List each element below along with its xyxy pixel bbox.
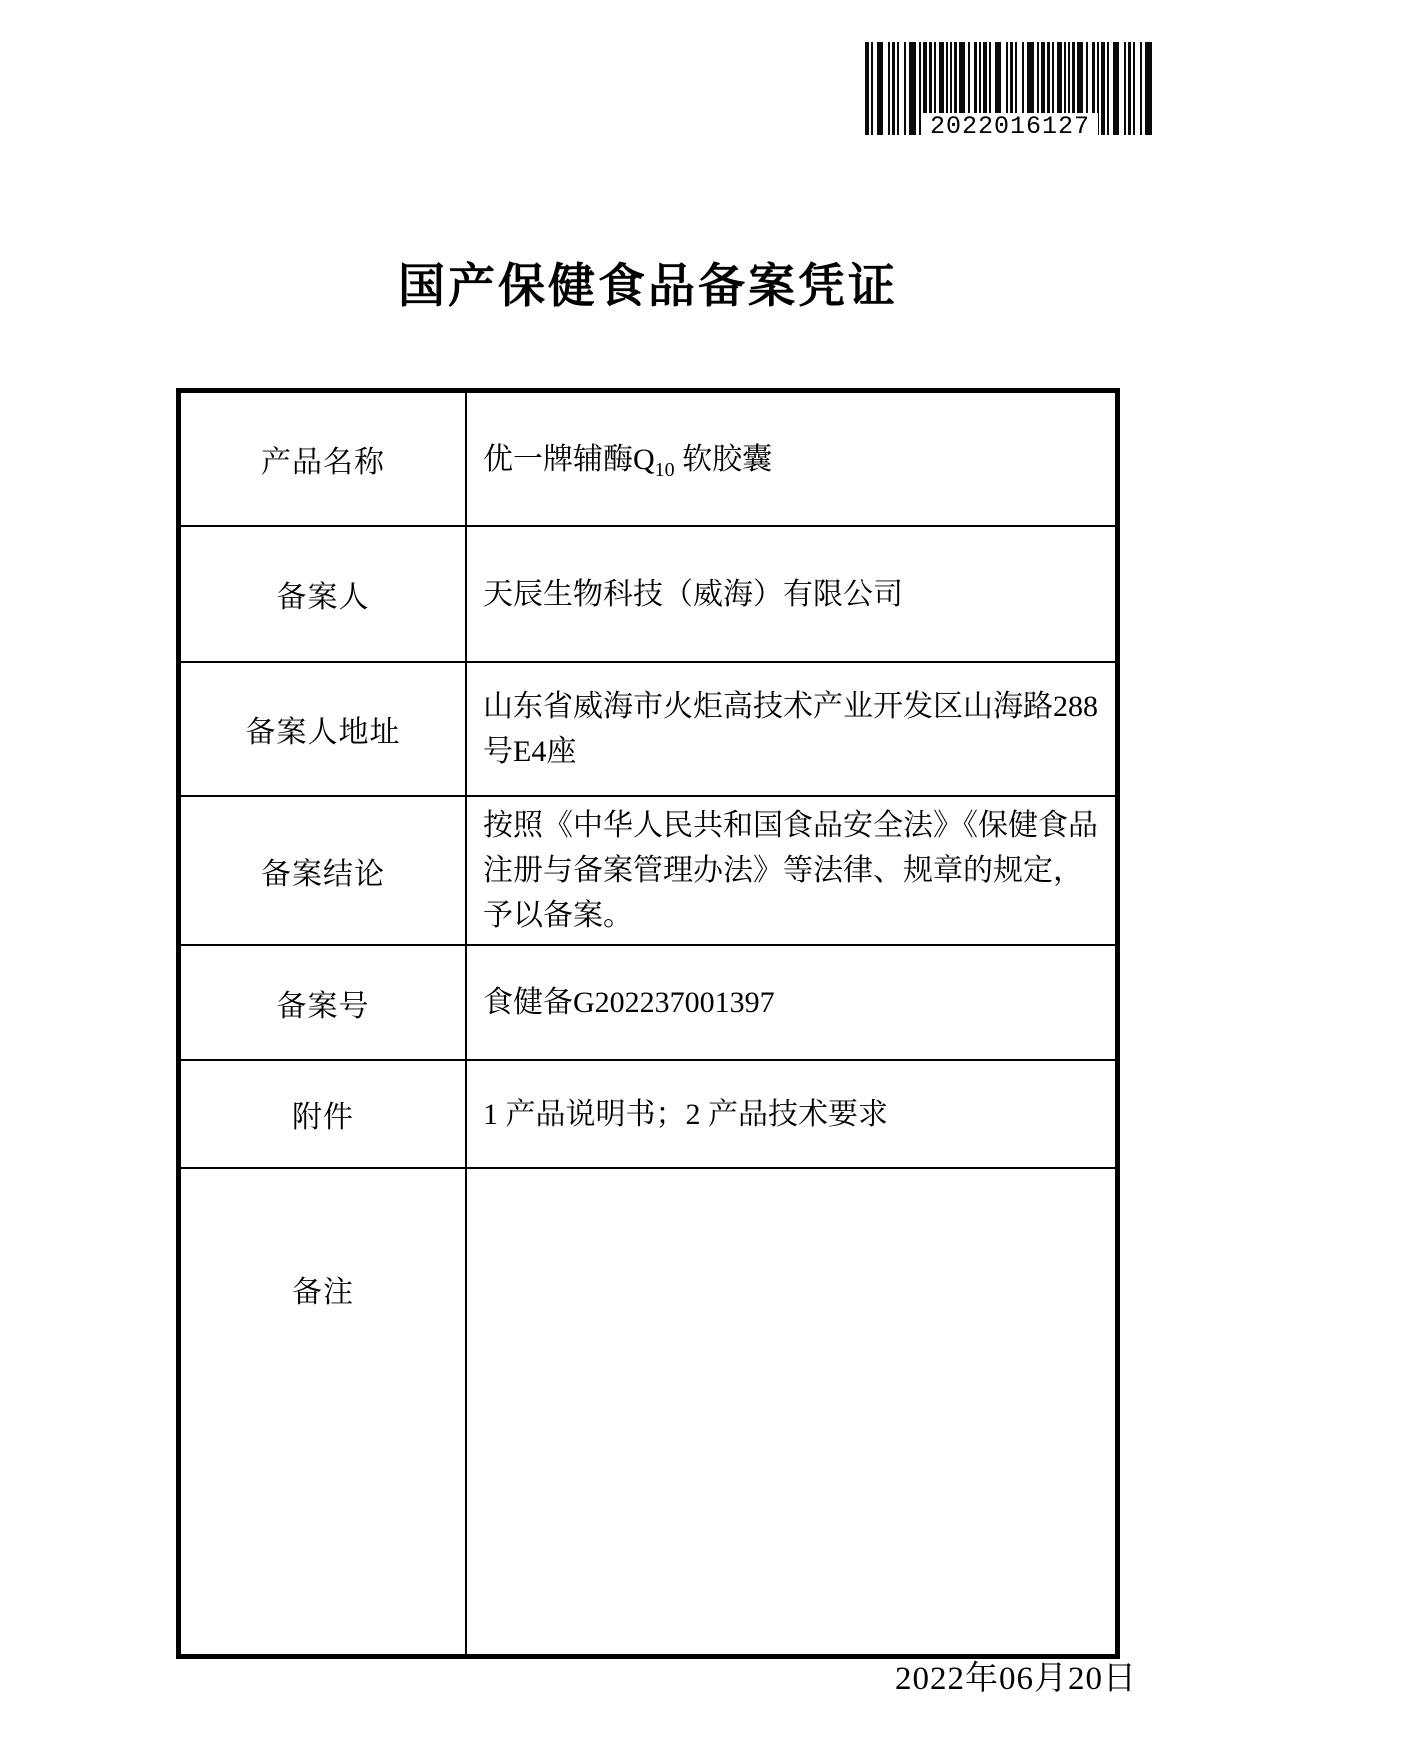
value-product-name <box>466 391 1118 527</box>
label-filing-number: 备案号 <box>179 945 467 1060</box>
page-title: 国产保健食品备案凭证 <box>398 259 898 312</box>
value-filer: 天辰生物科技（威海）有限公司 <box>466 526 1118 662</box>
label-filer-address: 备案人地址 <box>179 662 467 796</box>
issue-date: 2022年06月20日 <box>895 1661 1137 1697</box>
value-attachments: 1 产品说明书；2 产品技术要求 <box>466 1060 1118 1168</box>
label-attachments: 附件 <box>179 1060 467 1168</box>
table-row-filer-address <box>179 662 1118 796</box>
value-conclusion: 按照《中华人民共和国食品安全法》《保健食品注册与备案管理办法》等法律、规章的规定，予以备案。 <box>466 796 1118 945</box>
table-row-conclusion <box>179 796 1118 945</box>
product-name-suffix: 软胶囊 <box>674 442 773 476</box>
table-row-filing-number <box>179 945 1118 1060</box>
label-remarks: 备注 <box>179 1168 467 1657</box>
barcode-number: 2022016127 <box>922 113 1098 141</box>
table-row-remarks <box>179 1168 1118 1657</box>
table-row-product-name <box>179 391 1118 527</box>
label-conclusion: 备案结论 <box>179 796 467 945</box>
certificate-table <box>176 388 1120 1659</box>
table-row-filer <box>179 526 1118 662</box>
product-name-subscript: 10 <box>654 458 675 481</box>
label-product-name: 产品名称 <box>179 391 467 527</box>
label-filer: 备案人 <box>179 526 467 662</box>
value-filer-address: 山东省威海市火炬高技术产业开发区山海路288号E4座 <box>466 662 1118 796</box>
table-row-attachments <box>179 1060 1118 1168</box>
value-filing-number: 食健备G202237001397 <box>466 945 1118 1060</box>
barcode <box>865 42 1155 141</box>
product-name-prefix: 优一牌辅酶Q <box>483 442 655 476</box>
value-remarks <box>466 1168 1118 1657</box>
